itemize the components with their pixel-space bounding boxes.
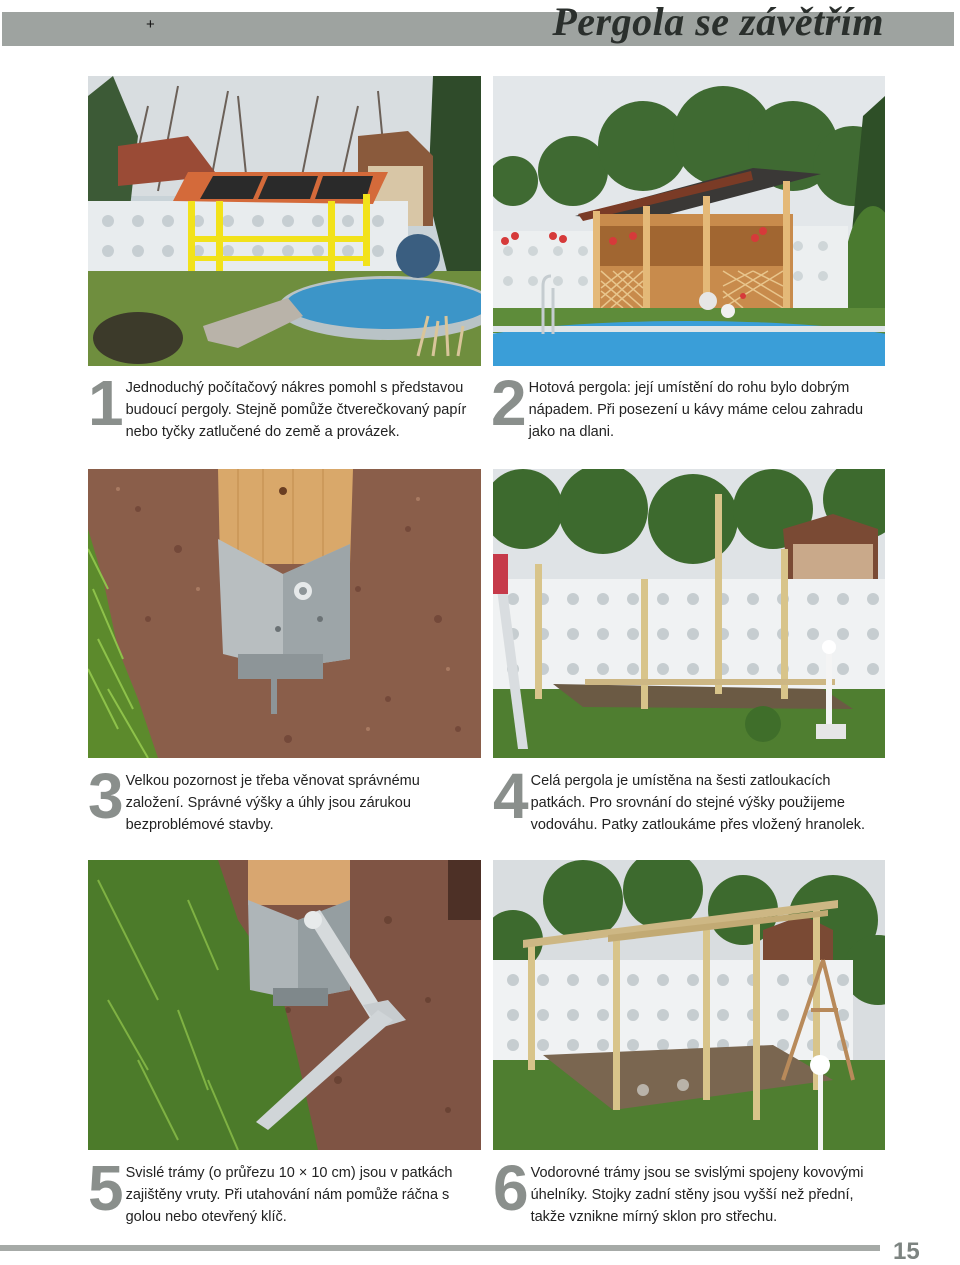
photo-3-post-foundation (88, 469, 481, 758)
step-number: 5 (88, 1152, 124, 1224)
step-number: 2 (491, 367, 527, 439)
caption-text: Jednoduchý počítačový nákres pomohl s představou budoucí pergoly. Stejně pomůže čtverečkovaný papír nebo tyčky zatlučené do země a provázek. (125, 380, 467, 440)
photo-1-computer-sketch (88, 76, 481, 366)
caption-6 (493, 1152, 885, 1228)
caption-text: Velkou pozornost je třeba věnovat správnému založení. Správné výšky a úhly jsou zárukou bezproblémové stavby. (125, 773, 420, 833)
footer-bar (0, 1245, 880, 1251)
photo-4-six-posts (493, 469, 885, 758)
photo-6-frame (493, 860, 885, 1150)
step-number: 6 (493, 1152, 529, 1224)
photo-5-ratchet (88, 860, 481, 1150)
caption-2 (491, 367, 885, 443)
caption-text: Vodorovné trámy jsou se svislými spojeny kovovými úhelníky. Stojky zadní stěny jsou vyšší než přední, takže vznikne mírný sklon pro střechu. (530, 1165, 864, 1225)
caption-text: Celá pergola je umístěna na šesti zatloukacích patkách. Pro srovnání do stejné výšky použijeme vodováhu. Patky zatloukáme přes vložený hranolek. (530, 773, 866, 833)
page-number: 15 (893, 1238, 920, 1265)
caption-3 (88, 760, 476, 836)
caption-4 (493, 760, 885, 836)
step-number: 1 (88, 367, 124, 439)
caption-1 (88, 367, 476, 443)
caption-text: Svislé trámy (o průřezu 10 × 10 cm) jsou v patkách zajištěny vruty. Při utahování nám pomůže ráčna s golou nebo otevřený klíč. (125, 1165, 453, 1225)
photo-2-finished-pergola (493, 76, 885, 366)
caption-5 (88, 1152, 481, 1228)
step-number: 4 (493, 760, 529, 832)
caption-text: Hotová pergola: její umístění do rohu bylo dobrým nápadem. Při posezení u kávy máme celou zahradu jako na dlani. (528, 380, 864, 440)
page-title: Pergola se závětřím (552, 0, 884, 44)
step-number: 3 (88, 760, 124, 832)
header-plus-mark: + (146, 16, 155, 33)
